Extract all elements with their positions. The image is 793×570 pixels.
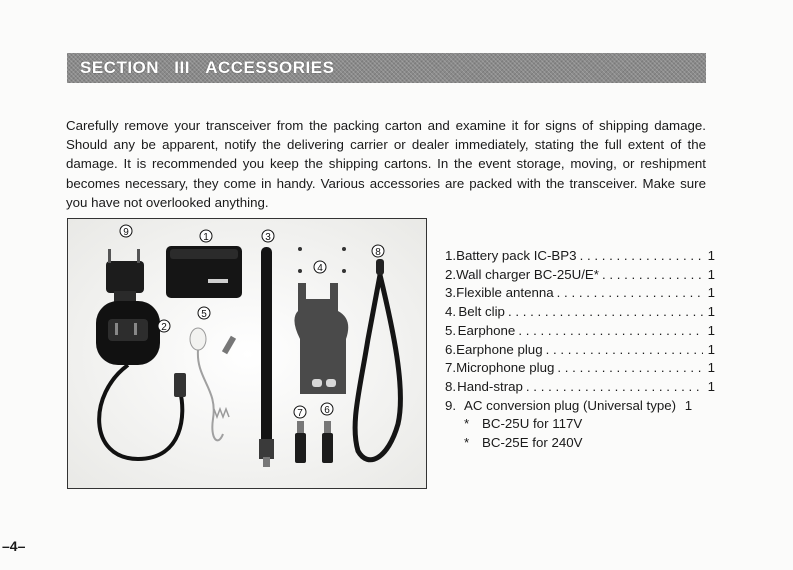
leader-dots (557, 284, 703, 303)
item-quantity: 1 (707, 341, 715, 357)
section-header-bar (67, 53, 706, 83)
list-item (445, 322, 715, 341)
section-number: III (174, 58, 190, 77)
item-number: 5. (445, 322, 457, 338)
item-label: Battery pack IC-BP3 (456, 248, 577, 263)
item-number: 6. (445, 341, 457, 357)
leader-dots (602, 266, 703, 285)
item-label: Wall charger BC-25U/E* (456, 266, 599, 282)
leader-dots (546, 341, 703, 360)
item-quantity: 1 (707, 378, 715, 394)
charger-note (445, 415, 715, 434)
note-text: BC-25E for 240V (482, 435, 583, 451)
list-item (445, 247, 715, 266)
leader-dots (526, 378, 703, 397)
item-number: 1. (445, 248, 457, 263)
accessories-list (445, 247, 715, 453)
svg-text:2: 2 (161, 322, 167, 333)
list-item (445, 359, 715, 378)
list-item (445, 341, 715, 360)
item-number: 3. (445, 285, 457, 301)
note-marker: * (464, 435, 470, 451)
item-quantity: 1 (707, 304, 715, 320)
battery-pack (166, 246, 242, 298)
svg-text:4: 4 (317, 263, 323, 274)
item-quantity: 1 (707, 248, 715, 263)
item-number: 8. (445, 378, 457, 394)
section-label: SECTION (80, 58, 160, 77)
svg-text:9: 9 (123, 227, 129, 238)
list-item (445, 266, 715, 285)
svg-text:3: 3 (265, 232, 271, 243)
accessories-photo (67, 218, 427, 489)
flexible-antenna (259, 247, 274, 467)
section-heading: ACCESSORIES (205, 58, 335, 77)
leader-dots (557, 359, 703, 378)
svg-text:1: 1 (203, 232, 209, 243)
item-label: Belt clip (458, 304, 505, 320)
item-label: Earphone plug (456, 341, 543, 357)
svg-text:7: 7 (297, 408, 303, 419)
list-item (445, 303, 715, 322)
item-label: Earphone (457, 322, 516, 338)
item-number: 2. (445, 266, 457, 282)
item-label: AC conversion plug (Universal type) (464, 397, 677, 413)
item-number: 9. (445, 397, 457, 413)
svg-text:5: 5 (201, 309, 207, 320)
list-item (445, 284, 715, 303)
item-label: Hand-strap (457, 378, 523, 394)
leader-dots (580, 247, 703, 266)
note-text: BC-25U for 117V (482, 416, 583, 432)
list-item (445, 378, 715, 397)
item-label: Flexible antenna (456, 285, 554, 301)
svg-text:8: 8 (375, 247, 381, 258)
svg-text:6: 6 (324, 405, 330, 416)
leader-dots (518, 322, 703, 341)
charger-note (445, 434, 715, 453)
section-title (80, 58, 334, 78)
item-label: Microphone plug (456, 360, 555, 376)
item-quantity: 1 (707, 266, 715, 282)
item-number: 7. (445, 360, 457, 376)
item-quantity: 1 (707, 322, 715, 338)
note-marker: * (464, 416, 470, 432)
page-number: –4– (2, 538, 26, 554)
accessories-illustration (68, 219, 427, 489)
leader-dots (508, 303, 703, 322)
item-number: 4. (445, 304, 457, 320)
intro-paragraph: Carefully remove your transceiver from the packing carton and examine it for signs of shipping damage. Should any be apparent, notify the delivering carrier or dealer immediately, stating the full extent of the damage. It is recommended you keep the shipping cartons. In the event storage, moving, or reshipment becomes necessary, they come in handy. Various accessories are packed with the transceiver. Make sure you have not overlooked anything. (66, 118, 706, 210)
item-quantity: 1 (707, 285, 715, 301)
item-quantity: 1 (684, 397, 693, 413)
item-quantity: 1 (707, 360, 715, 376)
list-item (445, 397, 715, 416)
